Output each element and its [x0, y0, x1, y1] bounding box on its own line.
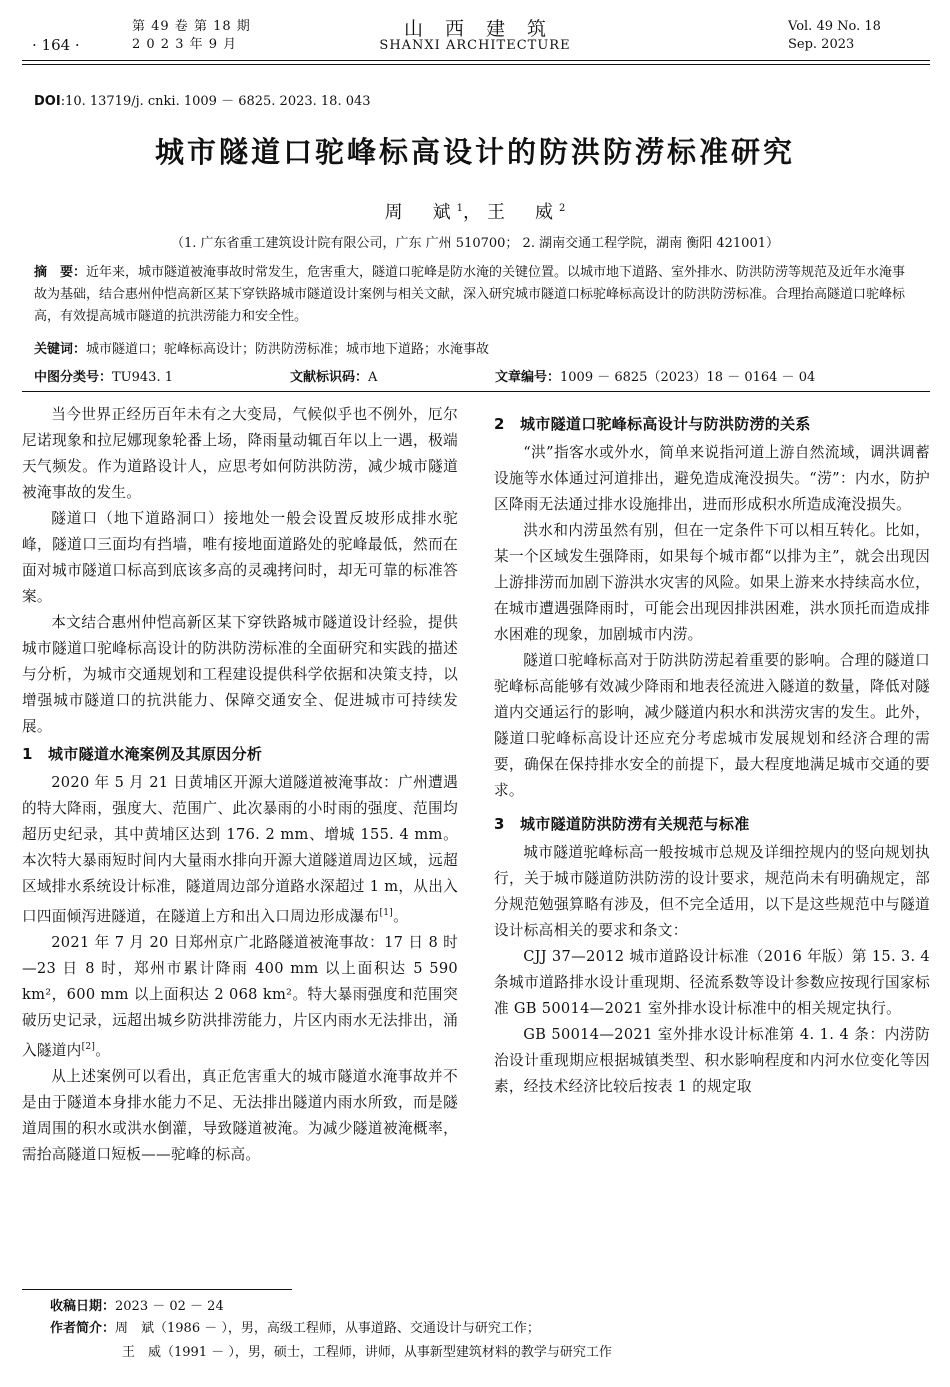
header-rule	[22, 60, 930, 61]
intro-paragraph: 隧道口（地下道路洞口）接地处一般会设置反坡形成排水驼峰，隧道口三面均有挡墙，唯有接地面道路处的驼峰最低，然而在面对城市隧道口标高到底该多高的灵魂拷问时，却无可靠的标准答案。	[22, 510, 458, 605]
volume-info	[788, 18, 918, 54]
section-number: 1	[22, 745, 33, 763]
author-name: 周 斌	[384, 202, 457, 223]
right-column	[494, 410, 930, 1100]
issue-cn: 第 49 卷 第 18 期	[132, 19, 251, 34]
author-separator: ，	[463, 202, 487, 223]
author-bio	[50, 1319, 540, 1339]
abstract	[34, 262, 918, 328]
doi-line	[34, 90, 371, 109]
clc-value: TU943. 1	[112, 370, 173, 385]
abstract-label: 摘 要：	[34, 265, 87, 280]
case-paragraph	[22, 930, 458, 1064]
left-column	[22, 402, 458, 1168]
doc-code	[290, 366, 377, 385]
received-label: 收稿日期：	[50, 1299, 116, 1314]
keywords-text: 城市隧道口；驼峰标高设计；防洪防涝标准；城市地下道路；水淹事故	[86, 342, 490, 357]
section-title: 城市隧道防洪防涝有关规范与标准	[520, 815, 750, 833]
journal-name-en: SHANXI ARCHITECTURE	[379, 38, 571, 53]
author-affil-sup: 1	[456, 203, 463, 214]
section-3-heading	[494, 812, 930, 836]
case-text-end: 。	[393, 907, 409, 925]
case-text-end: 。	[95, 1041, 111, 1059]
body-paragraph: 洪水和内涝虽然有别，但在一定条件下可以相互转化。比如，某一个区域发生强降雨，如果每个城市都“以排为主”，就会出现因上游排涝而加剧下游洪水灾害的风险。如果上游来水持续高水位，在城市遭遇强降雨时，可能会出现因排洪困难，洪水顶托而造成排水困难的现象，加剧城市内涝。	[494, 522, 930, 643]
intro-paragraph: 当今世界正经历百年未有之大变局，气候似乎也不例外，厄尔尼诺现象和拉尼娜现象轮番上场，降雨量动辄百年以上一遇，极端天气频发。作为道路设计人，应思考如何防洪防涝，减少城市隧道被淹事故的发生。	[22, 406, 458, 501]
keywords-label: 关键词：	[34, 342, 87, 357]
doi-value: :10. 13719/j. cnki. 1009 － 6825. 2023. 18. 043	[60, 94, 371, 109]
article-number	[495, 366, 815, 385]
clc-number	[34, 366, 173, 385]
clc-label: 中图分类号：	[34, 370, 113, 385]
section-2-heading	[494, 412, 930, 436]
body-paragraph: 隧道口驼峰标高对于防洪防涝起着重要的影响。合理的隧道口驼峰标高能够有效减少降雨和地表径流进入隧道的数量，降低对隧道内交通运行的影响，减少隧道内积水和洪涝灾害的发生。此外，隧道口驼峰标高设计还应充分考虑城市发展规划和经济合理的需要，确保在保持排水安全的前提下，最大程度地满足城市交通的要求。	[494, 652, 930, 799]
authors	[0, 198, 950, 224]
analysis-paragraph: 从上述案例可以看出，真正危害重大的城市隧道水淹事故并不是由于隧道本身排水能力不足、无法排出隧道内雨水所致，而是隧道周围的积水或洪水倒灌，导致隧道被淹。为减少隧道被淹概率，需抬高隧道口短板——驼峰的标高。	[22, 1067, 458, 1163]
intro-paragraph: 本文结合惠州仲恺高新区某下穿铁路城市隧道设计经验，提供城市隧道口驼峰标高设计的防洪防涝标准的全面研究和实践的描述与分析，为城市交通规划和工程建设提供科学依据和决策支持，以增强城市隧道口的抗洪能力、保障交通安全、促进城市可持续发展。	[22, 614, 458, 735]
keywords	[34, 339, 918, 361]
meta-separator	[22, 391, 930, 392]
article-label: 文章编号：	[495, 370, 561, 385]
author-name: 王 威	[487, 202, 559, 223]
bio-label: 作者简介：	[50, 1321, 116, 1336]
section-title: 城市隧道口驼峰标高设计与防洪防涝的关系	[520, 415, 811, 433]
section-1-heading	[22, 742, 458, 766]
body-paragraph: GB 50014—2021 室外排水设计标准第 4. 1. 4 条：内涝防治设计重现期应根据城镇类型、积水影响程度和内河水位变化等因素，经技术经济比较后按表 1 的规定取	[494, 1026, 930, 1095]
doc-value: A	[368, 370, 378, 385]
body-paragraph: 城市隧道驼峰标高一般按城市总规及详细控规内的竖向规划执行，关于城市隧道防洪防涝的设计要求，规范尚未有明确规定，部分规范勉强算略有涉及，但不完全适用，以下是这些规范中与隧道设计标高相关的要求和条文：	[494, 844, 930, 939]
citation-ref: [2]	[81, 1041, 96, 1052]
author-affil-sup: 2	[559, 203, 566, 214]
footnote-rule	[22, 1289, 292, 1290]
author-bio-2: 王 威（1991 － ），男，硕士，工程师，讲师，从事新型建筑材料的教学与研究工作	[122, 1345, 612, 1360]
date-en: Sep. 2023	[788, 37, 855, 52]
section-number: 3	[494, 815, 505, 833]
citation-ref: [1]	[379, 908, 394, 918]
header-rule-thin	[22, 64, 930, 65]
section-number: 2	[494, 415, 505, 433]
journal-name-cn: 山西建筑	[403, 18, 568, 40]
received-date	[50, 1297, 224, 1317]
vol-en: Vol. 49 No. 18	[788, 19, 881, 34]
case-text: 2021 年 7 月 20 日郑州京广北路隧道被淹事故：17 日 8 时—23 日 8 时，郑州市累计降雨 400 mm 以上面积达 5 590 km²，600 mm 以上面积达 2 068 km²。特大暴雨强度和范围突破历史记录，远超出城乡防洪排涝能力，片区内雨水无法排出，涌入隧道内	[22, 933, 458, 1059]
received-value: 2023 － 02 － 24	[115, 1299, 224, 1314]
affiliation: （1. 广东省重工建筑设计院有限公司，广东 广州 510700； 2. 湖南交通工程学院，湖南 衡阳 421001）	[171, 236, 779, 251]
article-value: 1009 － 6825（2023）18 － 0164 － 04	[560, 370, 816, 385]
body-paragraph: CJJ 37—2012 城市道路设计标准（2016 年版）第 15. 3. 4 条城市道路排水设计重现期、径流系数等设计参数应按现行国家标准 GB 50014—2021 室外排水设计标准中的相关规定执行。	[494, 948, 930, 1017]
article-title: 城市隧道口驼峰标高设计的防洪防涝标准研究	[154, 135, 795, 169]
doi-label: DOI	[34, 94, 61, 109]
date-cn: 2 0 2 3 年 9 月	[132, 37, 238, 52]
section-title: 城市隧道水淹案例及其原因分析	[48, 745, 263, 763]
case-paragraph	[22, 770, 458, 930]
bio-1: 周 斌（1986 － ），男，高级工程师，从事道路、交通设计与研究工作；	[115, 1321, 540, 1336]
body-paragraph: “洪”指客水或外水，简单来说指河道上游自然流域，调洪调蓄设施等水体通过河道排出，避免造成淹没损失。“涝”：内水，防护区降雨无法通过排水设施排出，进而形成积水所造成淹没损失。	[494, 444, 930, 513]
case-text: 2020 年 5 月 21 日黄埔区开源大道隧道被淹事故：广州遭遇的特大降雨，强度大、范围广、此次暴雨的小时雨的强度、范围均超历史纪录，其中黄埔区达到 176. 2 mm、增城 155. 4 mm。本次特大暴雨短时间内大量雨水排向开源大道隧道周边区域，远超区域排水系统设计标准，隧道周边部分道路水深超过 1 m，从出入口四面倾泻进隧道，在隧道上方和出入口周边形成瀑布	[22, 774, 458, 925]
doc-label: 文献标识码：	[290, 370, 369, 385]
page-number: · 164 ·	[32, 36, 80, 54]
abstract-text: 近年来，城市隧道被淹事故时常发生，危害重大，隧道口驼峰是防水淹的关键位置。以城市地下道路、室外排水、防洪防涝等规范及近年水淹事故为基础，结合惠州仲恺高新区某下穿铁路城市隧道设计案例与相关文献，深入研究城市隧道口标驼峰标高设计的防洪防涝标准。合理抬高隧道口驼峰标高，有效提高城市隧道的抗洪涝能力和安全性。	[34, 265, 906, 324]
